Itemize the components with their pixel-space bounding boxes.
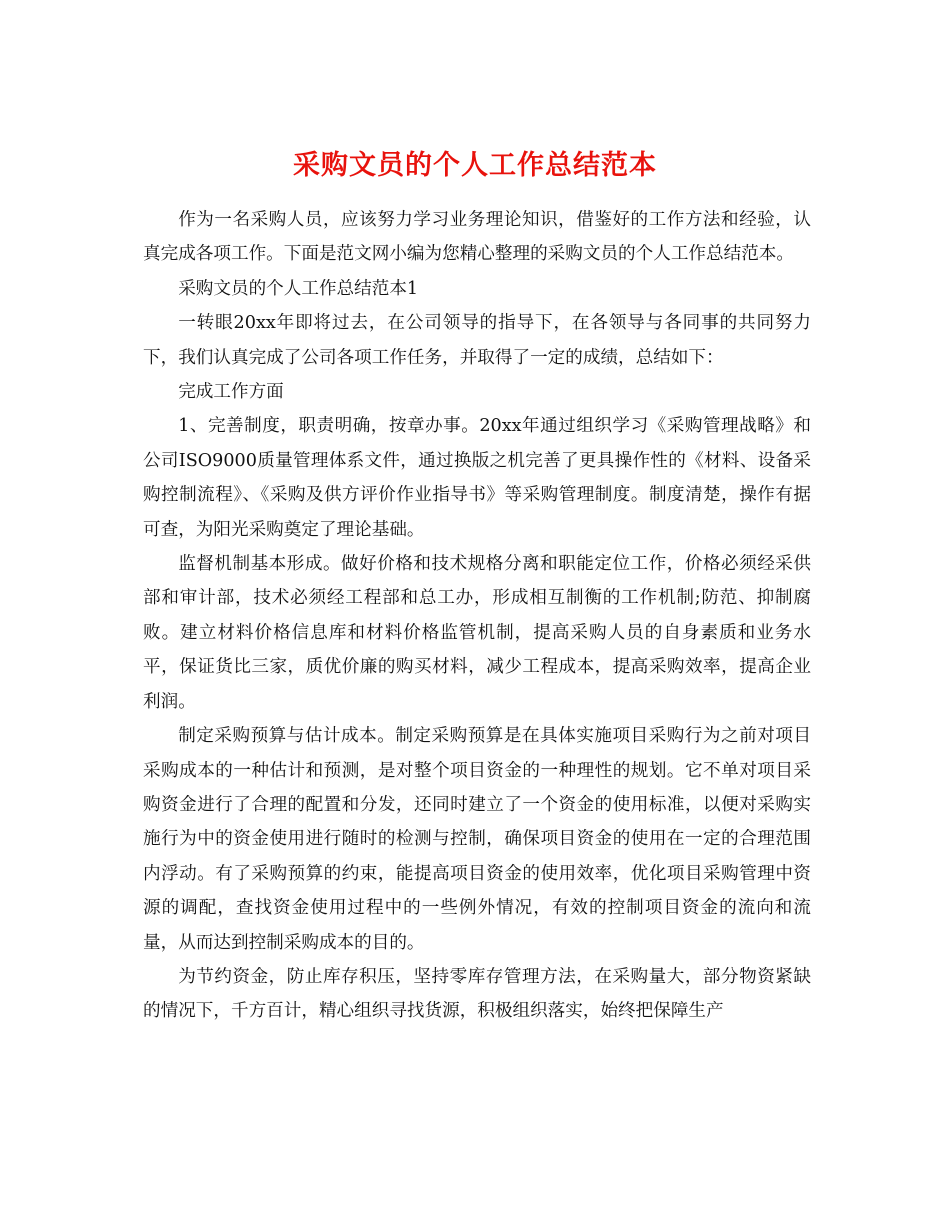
paragraph-section-heading: 采购文员的个人工作总结范本1 [178,278,419,299]
paragraph-intro: 作为一名采购人员，应该努力学习业务理论知识，借鉴好的工作方法和经验，认真完成各项工作。下面是范文网小编为您精心整理的采购文员的个人工作总结范本。 [143,210,811,265]
paragraph-item-1: 1、完善制度，职责明确，按章办事。20xx年通过组织学习《采购管理战略》和公司ISO9000质量管理体系文件，通过换版之机完善了更具操作性的《材料、设备采购控制流程》、《采购及供方评价作业指导书》等采购管理制度。制度清楚，操作有据可查，为阳光采购奠定了理论基础。 [143,416,811,540]
paragraph-subheading: 完成工作方面 [178,382,284,403]
paragraph-opening: 一转眼20xx年即将过去，在公司领导的指导下，在各领导与各同事的共同努力下，我们认真完成了公司各项工作任务，并取得了一定的成绩，总结如下： [143,313,811,368]
page-title: 采购文员的个人工作总结范本 [293,150,657,182]
paragraph-supervision: 监督机制基本形成。做好价格和技术规格分离和职能定位工作，价格必须经采供部和审计部，技术必须经工程部和总工办，形成相互制衡的工作机制;防范、抑制腐败。建立材料价格信息库和材料价格监管机制，提高采购人员的自身素质和业务水平，保证货比三家，质优价廉的购买材料，减少工程成本，提高采购效率，提高企业利润。 [143,554,811,712]
document-body [143,203,811,1029]
paragraph-inventory: 为节约资金，防止库存积压，坚持零库存管理方法，在采购量大，部分物资紧缺的情况下，千方百计，精心组织寻找货源，积极组织落实，始终把保障生产 [143,966,811,1022]
paragraph-budget: 制定采购预算与估计成本。制定采购预算是在具体实施项目采购行为之前对项目采购成本的一种估计和预测，是对整个项目资金的一种理性的规划。它不单对项目采购资金进行了合理的配置和分发，还同时建立了一个资金的使用标准，以便对采购实施行为中的资金使用进行随时的检测与控制，确保项目资金的使用在一定的合理范围内浮动。有了采购预算的约束，能提高项目资金的使用效率，优化项目采购管理中资源的调配，查找资金使用过程中的一些例外情况，有效的控制项目资金的流向和流量，从而达到控制采购成本的目的。 [143,726,811,953]
